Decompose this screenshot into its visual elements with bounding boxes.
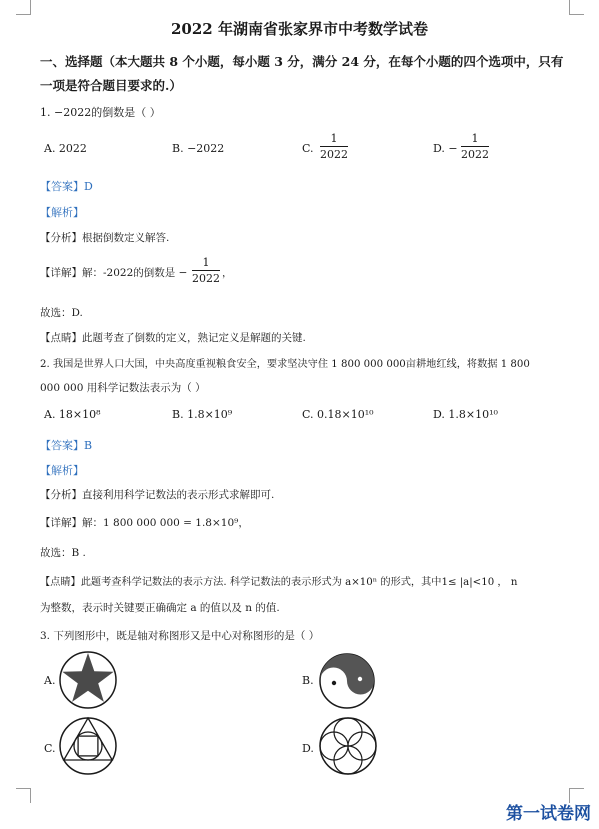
q3-stem: 3. 下列图形中，既是轴对称图形又是中心对称图形的是（ ） (40, 630, 320, 642)
q3-option-c-label: C. (44, 742, 56, 755)
site-watermark-logo: 第一试卷网 (506, 804, 591, 824)
q1-option-c-fraction (320, 132, 348, 161)
q1-detail-prefix: 【详解】解：-2022的倒数是 − (40, 267, 188, 279)
q1-choose: 故选：D. (40, 307, 83, 319)
q3-option-d-label: D. (302, 742, 314, 755)
crop-mark-top-left (16, 0, 31, 15)
crop-mark-bottom-left (16, 788, 31, 803)
q2-stem-line2: 000 000 用科学记数法表示为（ ） (40, 382, 206, 394)
q2-fenxi: 【分析】直接利用科学记数法的表示形式求解即可. (40, 489, 275, 501)
fraction-bar (320, 146, 348, 147)
q3-option-a-label: A. (44, 674, 56, 687)
q1-option-d-label: D. − (433, 142, 458, 155)
page-title: 2022 年湖南省张家界市中考数学试卷 (171, 20, 428, 38)
fraction-denominator: 2022 (461, 148, 489, 161)
q3-option-b-label: B. (302, 674, 314, 687)
q2-option-b: B. 1.8×10⁹ (172, 408, 233, 421)
q2-option-a: A. 18×10⁸ (44, 408, 101, 421)
crop-mark-top-right (569, 0, 584, 15)
q1-analysis-label: 【解析】 (40, 206, 84, 219)
q1-detail-fraction (192, 256, 220, 285)
q1-fenxi: 【分析】根据倒数定义解答. (40, 232, 170, 244)
fraction-numerator: 1 (330, 132, 338, 145)
fraction-numerator: 1 (471, 132, 479, 145)
fraction-denominator: 2022 (192, 272, 220, 285)
q1-detail-suffix: ， (222, 267, 233, 279)
section-heading-line1: 一、选择题（本大题共 8 个小题，每小题 3 分，满分 24 分，在每个小题的四个选项中，只有 (40, 54, 564, 69)
q1-option-a: A. 2022 (44, 142, 87, 155)
fraction-bar (192, 270, 220, 271)
q2-stem-line1: 2. 我国是世界人口大国，中央高度重视粮食安全，要求坚决守住 1 800 000 000亩耕地红线，将数据 1 800 (40, 359, 530, 370)
q2-option-c: C. 0.18×10¹⁰ (302, 408, 374, 421)
fraction-bar (461, 146, 489, 147)
fraction-denominator: 2022 (320, 148, 348, 161)
q1-option-b: B. −2022 (172, 142, 225, 155)
q1-answer: 【答案】D (40, 180, 93, 193)
q2-detail: 【详解】解：1 800 000 000 = 1.8×10⁹， (40, 517, 249, 529)
q1-option-d-fraction (461, 132, 489, 161)
q2-comment-line2: 为整数，表示时关键要正确确定 a 的值以及 n 的值. (40, 602, 280, 614)
q1-comment: 【点睛】此题考查了倒数的定义，熟记定义是解题的关键. (40, 332, 306, 344)
q2-comment-line1: 【点睛】此题考查科学记数法的表示方法. 科学记数法的表示形式为 a×10ⁿ 的形式，其中1≤ |a|<10 ， n (40, 577, 518, 588)
circle-star-figure (58, 650, 118, 710)
q1-stem: 1. −2022的倒数是（ ） (40, 106, 161, 119)
circle-petals-figure (318, 716, 378, 776)
q2-choose: 故选：B . (40, 547, 86, 559)
fraction-numerator: 1 (202, 256, 210, 269)
q2-option-d: D. 1.8×10¹⁰ (433, 408, 498, 421)
q2-answer: 【答案】B (40, 439, 93, 452)
q1-option-c-label: C. (302, 142, 314, 155)
q2-analysis-label: 【解析】 (40, 464, 84, 477)
section-heading-line2: 一项是符合题目要求的.） (40, 78, 182, 93)
yin-yang-figure (318, 652, 376, 710)
circle-triangle-square-figure (58, 716, 118, 776)
